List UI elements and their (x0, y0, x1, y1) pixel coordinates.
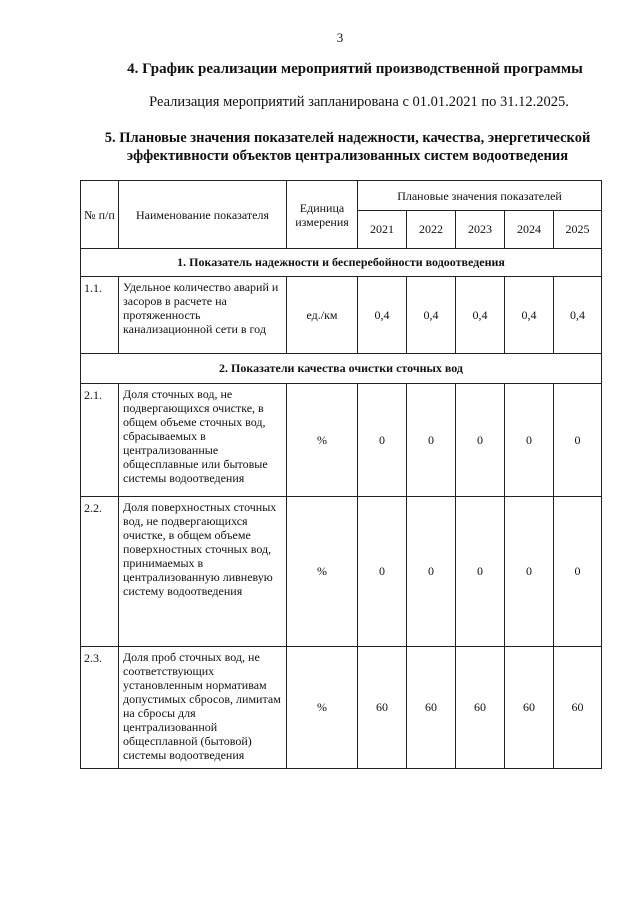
section-row: 2. Показатели качества очистки сточных вод (81, 354, 602, 384)
table-row (81, 277, 602, 354)
header-year: 2022 (407, 211, 456, 249)
row-value: 60 (358, 647, 407, 769)
row-value: 0 (358, 384, 407, 497)
row-name: Доля проб сточных вод, не соответствующих установленным нормативам допустимых сбросов, лимитам на сбросы для централизованной общесплавной (бытовой) системы водоотведения (119, 647, 287, 769)
row-num: 1.1. (81, 277, 119, 354)
page-number: 3 (336, 30, 344, 45)
row-name: Доля поверхностных сточных вод, не подвергающихся очистке, в общем объеме поверхностных сточных вод, принимаемых в централизованную ливневую систему водоотведения (119, 497, 287, 647)
row-num: 2.2. (81, 497, 119, 647)
row-name: Доля сточных вод, не подвергающихся очистке, в общем объеме сточных вод, сбрасываемых в централизованные общесплавные или бытовые системы водоотведения (119, 384, 287, 497)
section-4-text: Реализация мероприятий запланирована с 01.01.2021 по 31.12.2025. (149, 94, 569, 110)
row-value: 0 (505, 384, 554, 497)
header-name: Наименование показателя (119, 181, 287, 249)
header-year: 2025 (554, 211, 602, 249)
section-row: 1. Показатель надежности и бесперебойности водоотведения (81, 249, 602, 277)
row-value: 60 (407, 647, 456, 769)
row-value: 0 (456, 497, 505, 647)
row-value: 0 (407, 384, 456, 497)
row-value: 0 (407, 497, 456, 647)
header-planned: Плановые значения показателей (358, 181, 602, 211)
table-row (81, 384, 602, 497)
section-5-title-line1: 5. Плановые значения показателей надежности, качества, энергетической (104, 130, 591, 146)
row-unit: ед./км (287, 277, 358, 354)
indicators-table (80, 180, 602, 769)
header-year: 2024 (505, 211, 554, 249)
row-unit: % (287, 384, 358, 497)
row-value: 0,4 (456, 277, 505, 354)
row-value: 60 (505, 647, 554, 769)
row-num: 2.1. (81, 384, 119, 497)
header-unit: Единица измерения (287, 181, 358, 249)
row-value: 0 (554, 497, 602, 647)
row-value: 60 (554, 647, 602, 769)
row-unit: % (287, 497, 358, 647)
section-4-title: 4. График реализации мероприятий производственной программы (127, 61, 583, 77)
section-5-title (80, 129, 615, 165)
row-num: 2.3. (81, 647, 119, 769)
header-year: 2023 (456, 211, 505, 249)
row-value: 0,4 (407, 277, 456, 354)
table-row (81, 497, 602, 647)
row-value: 0,4 (505, 277, 554, 354)
section-5-title-line2: эффективности объектов централизованных систем водоотведения (126, 148, 569, 164)
row-value: 0 (456, 384, 505, 497)
row-value: 0,4 (358, 277, 407, 354)
row-value: 0,4 (554, 277, 602, 354)
table-row (81, 647, 602, 769)
row-value: 60 (456, 647, 505, 769)
header-num: № п/п (81, 181, 119, 249)
header-year: 2021 (358, 211, 407, 249)
row-value: 0 (358, 497, 407, 647)
row-value: 0 (554, 384, 602, 497)
row-unit: % (287, 647, 358, 769)
row-value: 0 (505, 497, 554, 647)
row-name: Удельное количество аварий и засоров в расчете на протяженность канализационной сети в год (119, 277, 287, 354)
